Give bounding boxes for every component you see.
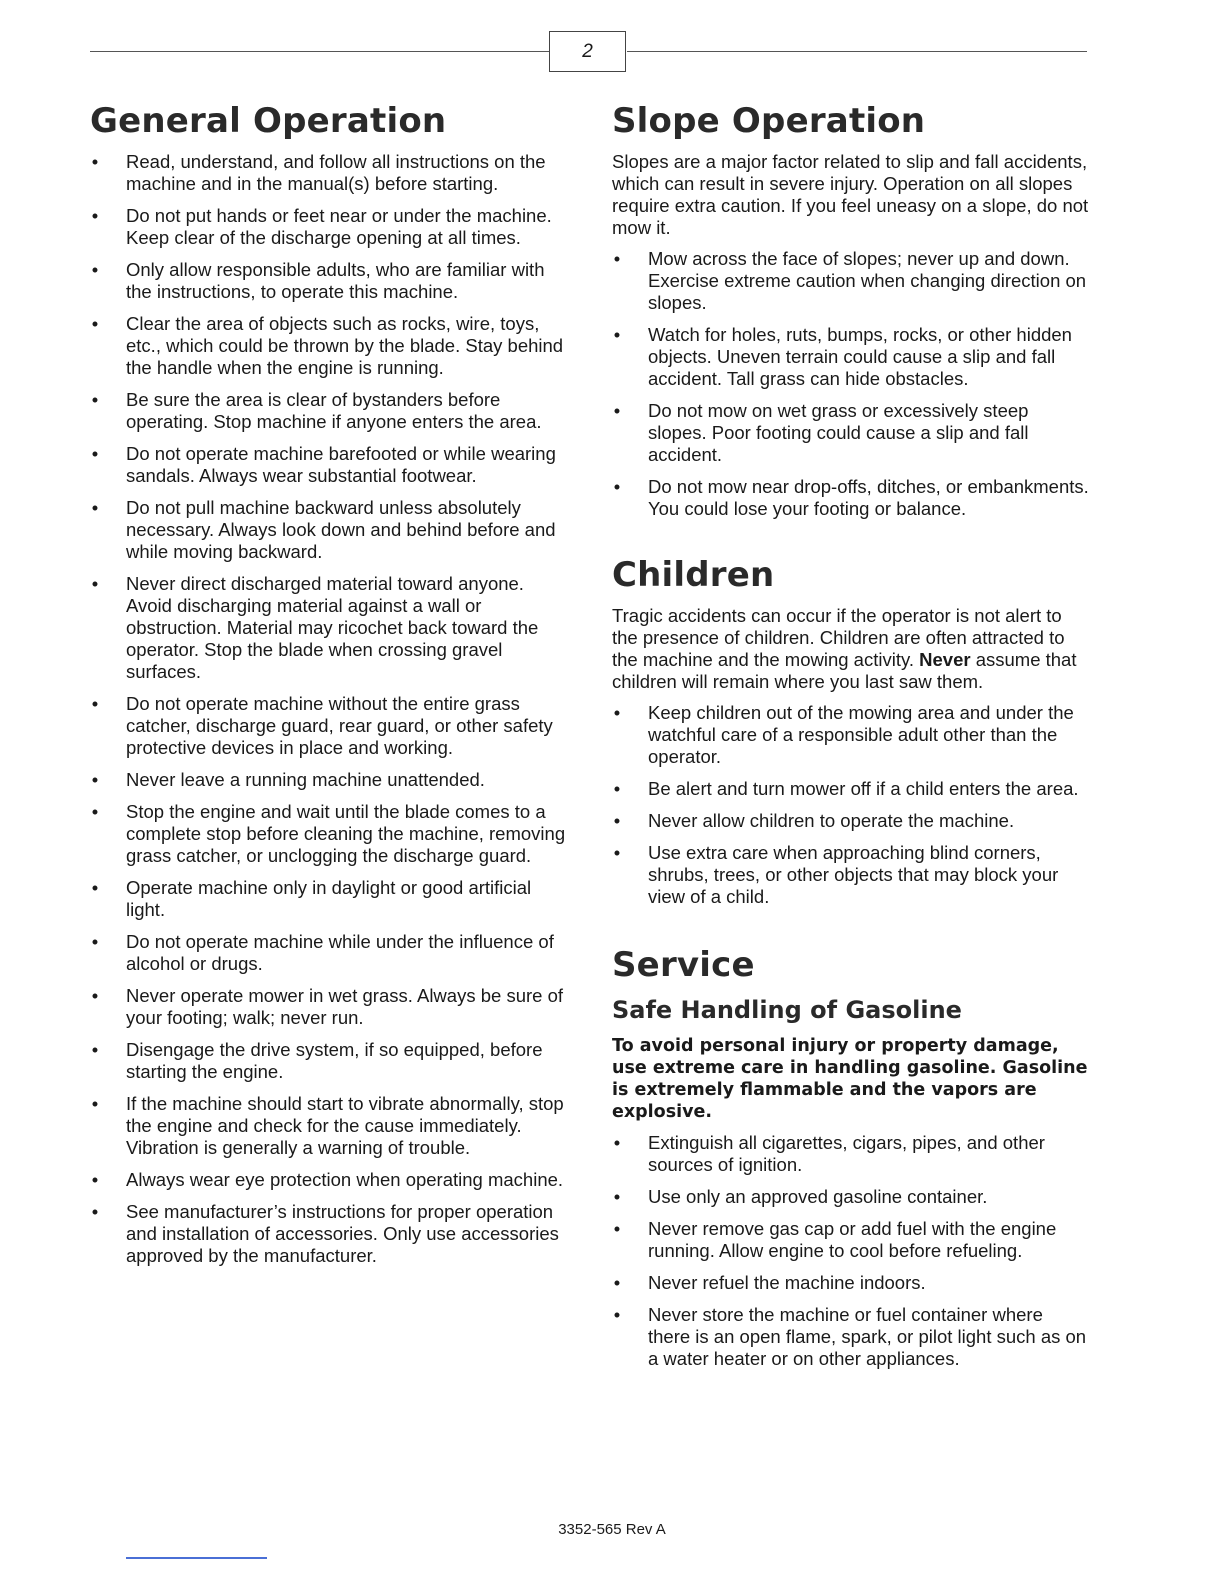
bullet-icon: • [91,985,99,1006]
list-item-text: Do not pull machine backward unless absolutely necessary. Always look down and behind before and while moving backward. [126,497,556,562]
never-emphasis: Never [919,649,971,670]
list-item-text: Never store the machine or fuel container where there is an open flame, spark, or pilot light such as on a water heater or on other appliances. [648,1304,1087,1369]
bullet-icon: • [91,1093,99,1114]
bullet-icon: • [613,1304,621,1325]
children-intro [612,605,1090,693]
list-item [612,1272,1090,1294]
bullet-icon: • [613,1132,621,1153]
list-item-text: Mow across the face of slopes; never up and down. Exercise extreme caution when changing direction on slopes. [648,248,1087,313]
gasoline-warning: To avoid personal injury or property damage, use extreme care in handling gasoline. Gasoline is extremely flammable and the vapors are explosive. [612,1036,1088,1122]
list-item [90,877,568,921]
bullet-icon: • [91,259,99,280]
list-item [90,985,568,1029]
list-item-text: Do not operate machine without the entire grass catcher, discharge guard, rear guard, or other safety protective devices in place and working. [126,693,553,758]
bullet-icon: • [91,389,99,410]
slope-operation-list [612,248,1090,520]
list-item [612,810,1090,832]
gasoline-list [612,1132,1090,1370]
list-item-text: Never refuel the machine indoors. [648,1272,926,1293]
slope-operation-heading: Slope Operation [612,101,926,141]
list-item-text: Disengage the drive system, if so equipped, before starting the engine. [126,1039,543,1082]
list-item [612,248,1090,314]
bullet-icon: • [91,313,99,334]
list-item [612,702,1090,768]
list-item-text: Read, understand, and follow all instructions on the machine and in the manual(s) before starting. [126,151,546,194]
list-item-text: Do not operate machine barefooted or while wearing sandals. Always wear substantial footwear. [126,443,556,486]
list-item-text: If the machine should start to vibrate abnormally, stop the engine and check for the cause immediately. Vibration is generally a warning of trouble. [126,1093,564,1158]
bullet-icon: • [613,1218,621,1239]
list-item [612,1186,1090,1208]
page-number: 2 [549,31,626,72]
list-item [612,476,1090,520]
bullet-icon: • [613,778,621,799]
list-item [90,931,568,975]
list-item [90,259,568,303]
list-item [90,313,568,379]
list-item-text: Never remove gas cap or add fuel with the engine running. Allow engine to cool before refueling. [648,1218,1057,1261]
list-item-text: Stop the engine and wait until the blade comes to a complete stop before cleaning the machine, removing grass catcher, or unclogging the discharge guard. [126,801,566,866]
children-list [612,702,1090,908]
bullet-icon: • [91,151,99,172]
list-item-text: Do not mow on wet grass or excessively steep slopes. Poor footing could cause a slip and fall accident. [648,400,1029,465]
list-item-text: Never operate mower in wet grass. Always be sure of your footing; walk; never run. [126,985,563,1028]
bullet-icon: • [91,1201,99,1222]
list-item-text: Use extra care when approaching blind corners, shrubs, trees, or other objects that may block your view of a child. [648,842,1059,907]
children-intro-text: Tragic accidents can occur if the operator is not alert to the presence of children. Children are often attracted to the machine and the mowing activity. [612,605,1065,670]
list-item [90,389,568,433]
list-item-text: Keep children out of the mowing area and under the watchful care of a responsible adult other than the operator. [648,702,1074,767]
list-item [90,1169,568,1191]
list-item [612,400,1090,466]
list-item [90,769,568,791]
list-item-text: Do not put hands or feet near or under the machine. Keep clear of the discharge opening at all times. [126,205,552,248]
left-column [90,100,568,1277]
header-rule-right [627,51,1087,52]
slope-intro: Slopes are a major factor related to slip and fall accidents, which can result in severe injury. Operation on all slopes require extra caution. If you feel uneasy on a slope, do not mow it. [612,151,1089,238]
bullet-icon: • [613,842,621,863]
list-item [612,1132,1090,1176]
list-item-text: Be sure the area is clear of bystanders before operating. Stop machine if anyone enters the area. [126,389,542,432]
bullet-icon: • [613,1186,621,1207]
list-item [90,1039,568,1083]
header-rule-left [90,51,549,52]
list-item [90,151,568,195]
list-item [612,778,1090,800]
bullet-icon: • [91,693,99,714]
bullet-icon: • [91,573,99,594]
right-column [612,100,1090,1380]
bullet-icon: • [91,769,99,790]
list-item [90,497,568,563]
list-item-text: Never leave a running machine unattended. [126,769,485,790]
bullet-icon: • [613,476,621,497]
bullet-icon: • [91,877,99,898]
document-code: 3352-565 Rev A [558,1521,666,1538]
list-item [90,443,568,487]
children-heading: Children [612,555,775,595]
list-item-text: Clear the area of objects such as rocks, wire, toys, etc., which could be thrown by the blade. Stay behind the handle when the engine is running. [126,313,564,378]
bullet-icon: • [91,931,99,952]
list-item-text: Watch for holes, ruts, bumps, rocks, or other hidden objects. Uneven terrain could cause a slip and fall accident. Tall grass can hide obstacles. [648,324,1072,389]
list-item [90,1093,568,1159]
bullet-icon: • [613,810,621,831]
list-item [90,205,568,249]
list-item-text: Operate machine only in daylight or good artificial light. [126,877,532,920]
bullet-icon: • [91,1169,99,1190]
list-item [612,324,1090,390]
general-operation-heading: General Operation [90,101,447,141]
bullet-icon: • [91,1039,99,1060]
list-item [90,801,568,867]
list-item-text: See manufacturer’s instructions for proper operation and installation of accessories. Only use accessories approved by the manufacturer. [126,1201,559,1266]
footer-accent-line [126,1557,267,1559]
list-item [612,1304,1090,1370]
safe-handling-heading: Safe Handling of Gasoline [612,996,962,1024]
list-item [90,1201,568,1267]
list-item-text: Always wear eye protection when operating machine. [126,1169,564,1190]
list-item-text: Extinguish all cigarettes, cigars, pipes, and other sources of ignition. [648,1132,1045,1175]
list-item-text: Never allow children to operate the machine. [648,810,1015,831]
children-intro-rest: assume that children will remain where you last saw them. [612,649,1077,692]
list-item-text: Do not mow near drop-offs, ditches, or embankments. You could lose your footing or balance. [648,476,1089,519]
bullet-icon: • [91,497,99,518]
list-item [90,573,568,683]
list-item [612,1218,1090,1262]
bullet-icon: • [613,324,621,345]
general-operation-list [90,151,568,1267]
bullet-icon: • [91,205,99,226]
service-heading: Service [612,945,755,985]
list-item-text: Never direct discharged material toward anyone. Avoid discharging material against a wall or obstruction. Material may ricochet back toward the operator. Stop the blade when crossing gravel surfaces. [126,573,539,682]
list-item-text: Be alert and turn mower off if a child enters the area. [648,778,1079,799]
bullet-icon: • [91,801,99,822]
bullet-icon: • [91,443,99,464]
list-item [90,693,568,759]
bullet-icon: • [613,1272,621,1293]
list-item-text: Only allow responsible adults, who are familiar with the instructions, to operate this machine. [126,259,545,302]
bullet-icon: • [613,400,621,421]
list-item [612,842,1090,908]
list-item-text: Use only an approved gasoline container. [648,1186,988,1207]
list-item-text: Do not operate machine while under the influence of alcohol or drugs. [126,931,554,974]
bullet-icon: • [613,702,621,723]
bullet-icon: • [613,248,621,269]
